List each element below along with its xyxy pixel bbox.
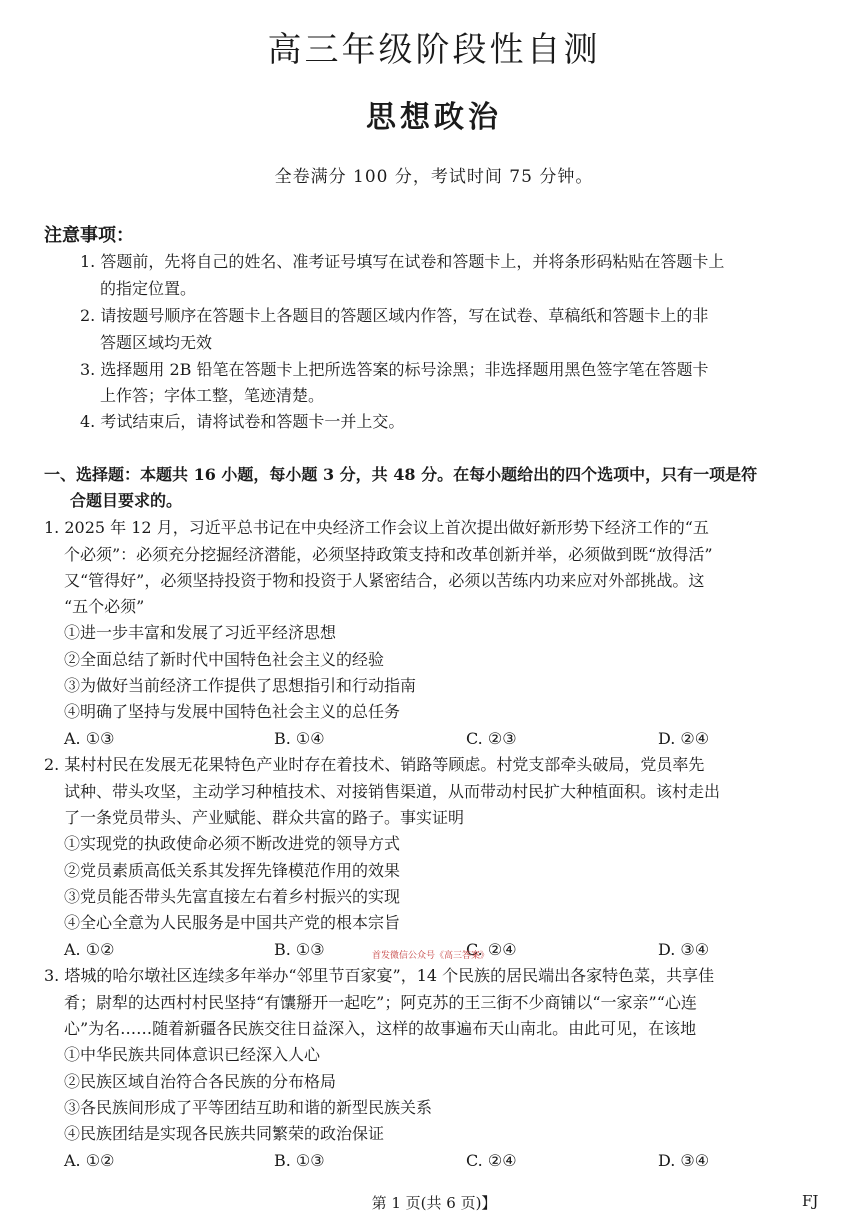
question-item: ①中华民族共同体意识已经深入人心	[64, 1045, 321, 1064]
question-stem: 个必须”：必须充分挖掘经济潜能，必须坚持政策支持和改革创新并举，必须做到既“放得活”	[64, 545, 713, 564]
option-b: B. ①③	[274, 1151, 325, 1170]
option-c: C. ②④	[466, 940, 517, 959]
option-a: A. ①③	[64, 729, 115, 748]
question-item: ③各民族间形成了平等团结互助和谐的新型民族关系	[64, 1098, 433, 1117]
notice-line: 4. 考试结束后，请将试卷和答题卡一并上交。	[80, 412, 405, 431]
question-item: ②全面总结了新时代中国特色社会主义的经验	[64, 650, 385, 669]
option-a: A. ①②	[64, 1151, 115, 1170]
option-c: C. ②③	[466, 729, 517, 748]
notice-line: 的指定位置。	[100, 279, 197, 298]
question-item: ③党员能否带头先富直接左右着乡村振兴的实现	[64, 887, 401, 906]
question-stem: 心”为名……随着新疆各民族交往日益深入，这样的故事遍布天山南北。由此可见，在该地	[64, 1019, 697, 1038]
question-item: ②民族区域自治符合各民族的分布格局	[64, 1072, 337, 1091]
option-b: B. ①③	[274, 940, 325, 959]
watermark-text: 首发微信公众号《高三答案》	[372, 951, 490, 961]
paper-code: FJ	[802, 1192, 819, 1210]
option-d: D. ③④	[658, 940, 710, 959]
notice-line: 1. 答题前，先将自己的姓名、准考证号填写在试卷和答题卡上，并将条形码粘贴在答题卡上	[80, 252, 725, 271]
question-stem: 肴；尉犁的达西村村民坚持“有馕掰开一起吃”；阿克苏的王三街不少商铺以“一家亲”“心连	[64, 993, 697, 1012]
notice-line: 上作答；字体工整，笔迹清楚。	[100, 386, 325, 405]
question-item: ③为做好当前经济工作提供了思想指引和行动指南	[64, 676, 417, 695]
answer-options	[64, 729, 824, 751]
option-c: C. ②④	[466, 1151, 517, 1170]
notice-line: 2. 请按题号顺序在答题卡上各题目的答题区域内作答，写在试卷、草稿纸和答题卡上的非	[80, 306, 709, 325]
subject-title: 思想政治	[366, 100, 502, 135]
exam-title: 高三年级阶段性自测	[267, 30, 601, 70]
question-item: ①实现党的执政使命必须不断改进党的领导方式	[64, 834, 401, 853]
notice-line: 3. 选择题用 2B 铅笔在答题卡上把所选答案的标号涂黑；非选择题用黑色签字笔在答题卡	[80, 360, 709, 379]
page-number: 第 1 页(共 6 页)】	[371, 1194, 497, 1212]
question-stem: 又“管得好”，必须坚持投资于物和投资于人紧密结合，必须以苦练内功来应对外部挑战。这	[64, 571, 705, 590]
question-stem: 3. 塔城的哈尔墩社区连续多年举办“邻里节百家宴”，14 个民族的居民端出各家特色菜，共享佳	[44, 966, 715, 985]
option-b: B. ①④	[274, 729, 325, 748]
section-heading: 合题目要求的。	[70, 491, 183, 510]
notice-heading: 注意事项：	[44, 225, 134, 246]
question-item: ④明确了坚持与发展中国特色社会主义的总任务	[64, 702, 401, 721]
exam-info: 全卷满分 100 分，考试时间 75 分钟。	[274, 167, 594, 187]
option-a: A. ①②	[64, 940, 115, 959]
answer-options	[64, 1151, 824, 1173]
question-stem: 了一条党员带头、产业赋能、群众共富的路子。事实证明	[64, 808, 465, 827]
question-item: ①进一步丰富和发展了习近平经济思想	[64, 623, 337, 642]
notice-line: 答题区域均无效	[100, 333, 213, 352]
question-item: ④民族团结是实现各民族共同繁荣的政治保证	[64, 1124, 385, 1143]
question-stem: 2. 某村村民在发展无花果特色产业时存在着技术、销路等顾虑。村党支部牵头破局，党员率先	[44, 755, 705, 774]
question-stem: “五个必须”	[64, 597, 145, 616]
question-stem: 1. 2025 年 12 月，习近平总书记在中央经济工作会议上首次提出做好新形势下经济工作的“五	[44, 518, 709, 537]
option-d: D. ②④	[658, 729, 710, 748]
question-item: ④全心全意为人民服务是中国共产党的根本宗旨	[64, 913, 401, 932]
question-item: ②党员素质高低关系其发挥先锋模范作用的效果	[64, 861, 401, 880]
section-heading: 一、选择题：本题共 16 小题，每小题 3 分，共 48 分。在每小题给出的四个选项中，只有一项是符	[44, 465, 758, 484]
question-stem: 试种、带头攻坚，主动学习种植技术、对接销售渠道，从而带动村民扩大种植面积。该村走出	[64, 782, 721, 801]
option-d: D. ③④	[658, 1151, 710, 1170]
